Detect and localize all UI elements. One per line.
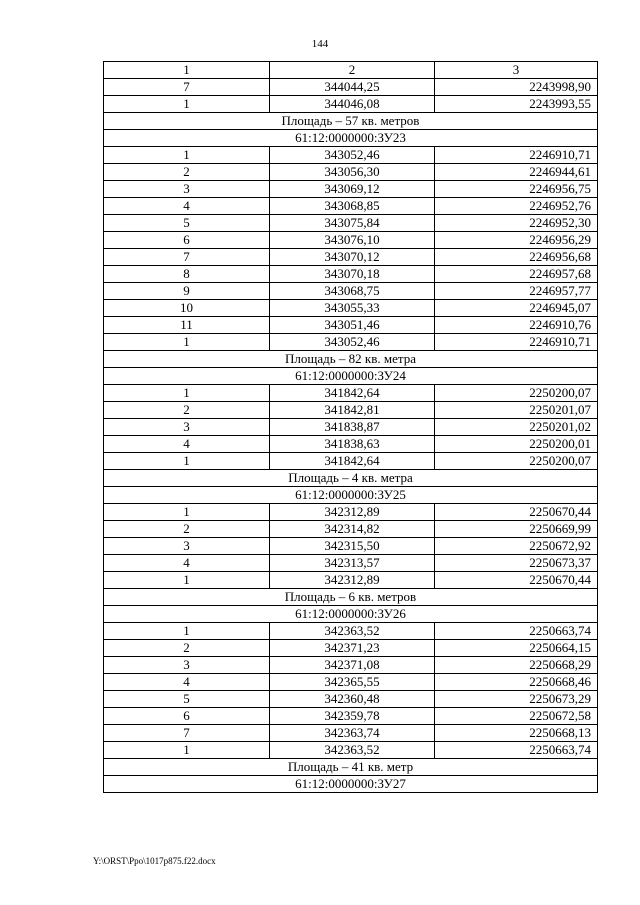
point-number-cell: 4 — [104, 198, 270, 215]
coordinates-table — [103, 61, 598, 793]
area-cell: Площадь – 41 кв. метр — [104, 759, 598, 776]
y-coordinate-cell: 2250200,01 — [435, 436, 598, 453]
point-number-cell: 9 — [104, 283, 270, 300]
x-coordinate-cell: 343075,84 — [270, 215, 435, 232]
area-cell: Площадь – 82 кв. метра — [104, 351, 598, 368]
point-number-cell: 6 — [104, 708, 270, 725]
parcel-id-row — [104, 606, 598, 623]
x-coordinate-cell: 343069,12 — [270, 181, 435, 198]
x-coordinate-cell: 342363,52 — [270, 742, 435, 759]
x-coordinate-cell: 342315,50 — [270, 538, 435, 555]
area-cell: Площадь – 57 кв. метров — [104, 113, 598, 130]
parcel-id-cell: 61:12:0000000:ЗУ26 — [104, 606, 598, 623]
header-cell-y: 3 — [435, 62, 598, 79]
x-coordinate-cell: 342314,82 — [270, 521, 435, 538]
y-coordinate-cell: 2246952,30 — [435, 215, 598, 232]
table-row — [104, 164, 598, 181]
header-cell-x: 2 — [270, 62, 435, 79]
y-coordinate-cell: 2250668,29 — [435, 657, 598, 674]
point-number-cell: 5 — [104, 691, 270, 708]
y-coordinate-cell: 2250200,07 — [435, 385, 598, 402]
table-row — [104, 572, 598, 589]
header-cell-point: 1 — [104, 62, 270, 79]
y-coordinate-cell: 2250668,46 — [435, 674, 598, 691]
table-row — [104, 283, 598, 300]
point-number-cell: 1 — [104, 623, 270, 640]
area-row — [104, 113, 598, 130]
y-coordinate-cell: 2250668,13 — [435, 725, 598, 742]
table-row — [104, 79, 598, 96]
parcel-id-row — [104, 487, 598, 504]
table-row — [104, 555, 598, 572]
x-coordinate-cell: 343070,12 — [270, 249, 435, 266]
table-row — [104, 181, 598, 198]
y-coordinate-cell: 2250673,37 — [435, 555, 598, 572]
area-row — [104, 470, 598, 487]
y-coordinate-cell: 2243998,90 — [435, 79, 598, 96]
table-header-row — [104, 62, 598, 79]
x-coordinate-cell: 342312,89 — [270, 572, 435, 589]
y-coordinate-cell: 2250201,02 — [435, 419, 598, 436]
page-number: 144 — [311, 38, 329, 50]
coordinates-table-body — [104, 62, 598, 793]
parcel-id-cell: 61:12:0000000:ЗУ23 — [104, 130, 598, 147]
table-row — [104, 538, 598, 555]
x-coordinate-cell: 342359,78 — [270, 708, 435, 725]
y-coordinate-cell: 2250669,99 — [435, 521, 598, 538]
x-coordinate-cell: 343056,30 — [270, 164, 435, 181]
table-row — [104, 674, 598, 691]
point-number-cell: 3 — [104, 657, 270, 674]
point-number-cell: 4 — [104, 436, 270, 453]
table-row — [104, 623, 598, 640]
point-number-cell: 10 — [104, 300, 270, 317]
table-row — [104, 708, 598, 725]
parcel-id-row — [104, 776, 598, 793]
x-coordinate-cell: 342360,48 — [270, 691, 435, 708]
x-coordinate-cell: 342363,52 — [270, 623, 435, 640]
table-row — [104, 147, 598, 164]
x-coordinate-cell: 342363,74 — [270, 725, 435, 742]
y-coordinate-cell: 2246956,68 — [435, 249, 598, 266]
table-row — [104, 334, 598, 351]
y-coordinate-cell: 2250663,74 — [435, 623, 598, 640]
y-coordinate-cell: 2250670,44 — [435, 572, 598, 589]
point-number-cell: 7 — [104, 79, 270, 96]
y-coordinate-cell: 2250201,07 — [435, 402, 598, 419]
parcel-id-row — [104, 130, 598, 147]
table-row — [104, 96, 598, 113]
table-row — [104, 436, 598, 453]
parcel-id-row — [104, 368, 598, 385]
point-number-cell: 1 — [104, 147, 270, 164]
table-row — [104, 385, 598, 402]
table-row — [104, 504, 598, 521]
point-number-cell: 2 — [104, 521, 270, 538]
point-number-cell: 8 — [104, 266, 270, 283]
table-row — [104, 725, 598, 742]
x-coordinate-cell: 343052,46 — [270, 147, 435, 164]
x-coordinate-cell: 343055,33 — [270, 300, 435, 317]
area-cell: Площадь – 6 кв. метров — [104, 589, 598, 606]
y-coordinate-cell: 2246952,76 — [435, 198, 598, 215]
y-coordinate-cell: 2250663,74 — [435, 742, 598, 759]
point-number-cell: 3 — [104, 538, 270, 555]
point-number-cell: 1 — [104, 504, 270, 521]
x-coordinate-cell: 341842,64 — [270, 453, 435, 470]
point-number-cell: 7 — [104, 249, 270, 266]
y-coordinate-cell: 2250200,07 — [435, 453, 598, 470]
x-coordinate-cell: 343076,10 — [270, 232, 435, 249]
point-number-cell: 1 — [104, 96, 270, 113]
point-number-cell: 2 — [104, 164, 270, 181]
parcel-id-cell: 61:12:0000000:ЗУ24 — [104, 368, 598, 385]
x-coordinate-cell: 342371,23 — [270, 640, 435, 657]
x-coordinate-cell: 343068,75 — [270, 283, 435, 300]
y-coordinate-cell: 2246956,75 — [435, 181, 598, 198]
point-number-cell: 1 — [104, 385, 270, 402]
table-row — [104, 198, 598, 215]
x-coordinate-cell: 341842,81 — [270, 402, 435, 419]
area-cell: Площадь – 4 кв. метра — [104, 470, 598, 487]
y-coordinate-cell: 2246910,71 — [435, 147, 598, 164]
x-coordinate-cell: 343068,85 — [270, 198, 435, 215]
point-number-cell: 1 — [104, 572, 270, 589]
y-coordinate-cell: 2250672,58 — [435, 708, 598, 725]
y-coordinate-cell: 2246957,68 — [435, 266, 598, 283]
x-coordinate-cell: 342371,08 — [270, 657, 435, 674]
table-row — [104, 640, 598, 657]
x-coordinate-cell: 341838,87 — [270, 419, 435, 436]
area-row — [104, 589, 598, 606]
point-number-cell: 4 — [104, 555, 270, 572]
x-coordinate-cell: 341842,64 — [270, 385, 435, 402]
table-row — [104, 232, 598, 249]
table-row — [104, 402, 598, 419]
table-row — [104, 300, 598, 317]
parcel-id-cell: 61:12:0000000:ЗУ25 — [104, 487, 598, 504]
x-coordinate-cell: 343051,46 — [270, 317, 435, 334]
y-coordinate-cell: 2246945,07 — [435, 300, 598, 317]
point-number-cell: 1 — [104, 334, 270, 351]
y-coordinate-cell: 2250673,29 — [435, 691, 598, 708]
table-row — [104, 249, 598, 266]
y-coordinate-cell: 2243993,55 — [435, 96, 598, 113]
area-row — [104, 351, 598, 368]
table-row — [104, 419, 598, 436]
point-number-cell: 5 — [104, 215, 270, 232]
point-number-cell: 3 — [104, 419, 270, 436]
x-coordinate-cell: 343052,46 — [270, 334, 435, 351]
table-row — [104, 266, 598, 283]
table-row — [104, 657, 598, 674]
point-number-cell: 2 — [104, 640, 270, 657]
table-row — [104, 691, 598, 708]
point-number-cell: 4 — [104, 674, 270, 691]
x-coordinate-cell: 342313,57 — [270, 555, 435, 572]
x-coordinate-cell: 343070,18 — [270, 266, 435, 283]
point-number-cell: 1 — [104, 742, 270, 759]
x-coordinate-cell: 344046,08 — [270, 96, 435, 113]
point-number-cell: 11 — [104, 317, 270, 334]
x-coordinate-cell: 341838,63 — [270, 436, 435, 453]
table-row — [104, 453, 598, 470]
parcel-id-cell: 61:12:0000000:ЗУ27 — [104, 776, 598, 793]
y-coordinate-cell: 2250672,92 — [435, 538, 598, 555]
y-coordinate-cell: 2246956,29 — [435, 232, 598, 249]
area-row — [104, 759, 598, 776]
table-row — [104, 742, 598, 759]
table-row — [104, 317, 598, 334]
y-coordinate-cell: 2246944,61 — [435, 164, 598, 181]
y-coordinate-cell: 2246910,71 — [435, 334, 598, 351]
point-number-cell: 2 — [104, 402, 270, 419]
y-coordinate-cell: 2246957,77 — [435, 283, 598, 300]
x-coordinate-cell: 342312,89 — [270, 504, 435, 521]
y-coordinate-cell: 2250664,15 — [435, 640, 598, 657]
point-number-cell: 3 — [104, 181, 270, 198]
y-coordinate-cell: 2246910,76 — [435, 317, 598, 334]
file-path-footer: Y:\ORST\Ppo\1017p875.f22.docx — [93, 856, 216, 866]
x-coordinate-cell: 342365,55 — [270, 674, 435, 691]
table-row — [104, 521, 598, 538]
point-number-cell: 1 — [104, 453, 270, 470]
point-number-cell: 6 — [104, 232, 270, 249]
y-coordinate-cell: 2250670,44 — [435, 504, 598, 521]
x-coordinate-cell: 344044,25 — [270, 79, 435, 96]
point-number-cell: 7 — [104, 725, 270, 742]
table-row — [104, 215, 598, 232]
